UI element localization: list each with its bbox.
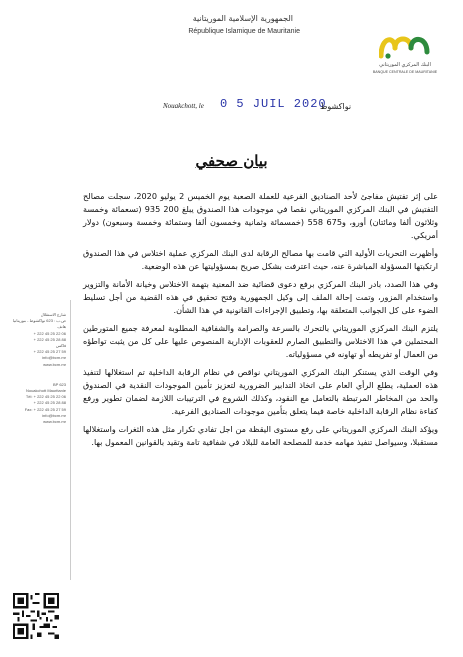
contact-line: Fax: + 222 45 25 27 59 bbox=[24, 406, 66, 412]
sidebar-divider bbox=[70, 300, 71, 580]
contact-line: + 222 45 25 28 88 bbox=[33, 336, 66, 342]
contact-line: BP 623 bbox=[52, 381, 66, 387]
contact-line: + 222 45 25 28 88 bbox=[33, 400, 66, 406]
date-line bbox=[163, 96, 373, 116]
body-paragraph: يلتزم البنك المركزي الموريتاني بالتحرك بالسرعة والصرامة والشفافية المطلوبة لمعرفة جميع المتورطين المحتملين في هذا الاختلاس والتطبيق الصارم للعقوبات الإدارية المنصوص عليها على كل من يثبت تواطؤه من العمال أو تفريطه أو تهاونه في مسؤولياته. bbox=[83, 323, 438, 359]
contact-line: + 222 45 25 27 59 bbox=[33, 349, 66, 355]
contact-line: Tél: + 222 45 25 22 06 bbox=[25, 394, 66, 400]
date-place-arabic: نواكشوط bbox=[320, 102, 352, 111]
date-place-french: Nouakchott, le bbox=[163, 102, 204, 110]
contact-line: info@bcm.mr bbox=[42, 412, 66, 418]
contact-line: info@bcm.mr bbox=[42, 355, 66, 361]
contact-line: www.bcm.mr bbox=[43, 419, 66, 425]
logo-french-name: BANQUE CENTRALE DE MAURITANIE bbox=[372, 70, 438, 74]
body-paragraph: وأظهرت التحريات الأولية التي قامت بها مصالح الرقابة لدى البنك المركزي عملية اختلاس في هذا الصندوق ارتكبتها المسؤولة المباشرة عنه، حيث اعترفت بشكل صريح بمسؤوليتها عن هذه الوضعية. bbox=[83, 248, 438, 271]
logo-arabic-name: البنك المركزي الموريتاني bbox=[379, 62, 431, 68]
qr-code-icon bbox=[13, 593, 59, 639]
contact-line: شارع الاستقلال bbox=[40, 312, 66, 317]
bcm-logo-icon bbox=[379, 30, 431, 60]
body-paragraph: وفي الوقت الذي يستنكر البنك المركزي الموريتاني نواقص في نظام الرقابة الداخلية تم استغلالها لتنفيذ هذه العملية، يطلع الرأي العام على اتخاذ التدابير الضرورية لتعزيز تأمين الموجودات النقدية في الصندوق والحد من المخاطر المرتبطة بالتعامل مع النقود، وكذلك الشروع في الترتيبات اللازمة لضمان تطوير ورفع كفاءة نظام الرقابة الداخلية خاصة فيما يتعلق بتأمين موجودات الصناديق الفرعية. bbox=[83, 367, 438, 416]
header-republic-french: République Islamique de Mauritanie bbox=[188, 28, 300, 35]
body-paragraph: ويؤكد البنك المركزي الموريتاني على رفع مستوى اليقظة من اجل تفادي تكرار مثل هذه الثغرات واستغلالها مستقبلا، وسيواصل تنفيذ مهامه خدمة للمصلحة العامة للبلاد في شفافية تامة وتقيد بالقوانين المعمول بها. bbox=[83, 424, 438, 447]
press-release-body bbox=[83, 190, 438, 454]
date-stamp: 0 5 JUIL 2020 bbox=[220, 97, 327, 111]
contact-line: فاكس bbox=[55, 343, 66, 349]
contact-block-french bbox=[6, 382, 66, 425]
body-paragraph: وفي هذا الصدد، بادر البنك المركزي برفع دعوى قضائية ضد المعنية بتهمة الاختلاس وخيانة الأمانة والتزوير واستخدام المزور، وتمت إحالة الملف إلى وكيل الجمهورية وفتح تحقيق في هذه القضية من أجل تسليط الضوء على كل الجوانب المتعلقة بها، وتطبيق الإجراءات القانونية في هذا الشأن. bbox=[83, 279, 438, 315]
body-paragraph: على إثر تفتيش مفاجئ لأحد الصناديق الفرعية للعملة الصعبة يوم الخميس 2 يوليو 2020، سجلت مصالح التفتيش في البنك المركزي الموريتاني نقصا في موجودات هذا الصندوق يبلغ 200 935 (تسعمائة وخمسة وثلاثون ألفا ومائتان) أورو، و675 558 (خمسمائة وثمانية وخمسون ألفا وستمائة وخمسة وسبعون) دولار أمريكي. bbox=[83, 191, 439, 240]
contact-block-arabic bbox=[6, 312, 66, 368]
contact-line: + 222 45 25 22 06 bbox=[33, 330, 66, 336]
page-title: بيان صحفي bbox=[195, 152, 268, 170]
contact-line: Nouakchott Mauritanie bbox=[25, 388, 66, 394]
contact-line: ص.ب : 623 نواكشوط - موريتانيا bbox=[12, 318, 66, 324]
contact-line: www.bcm.mr bbox=[43, 361, 66, 367]
contact-line: هاتف bbox=[57, 324, 66, 330]
header-republic-arabic: الجمهورية الإسلامية الموريتانية bbox=[192, 14, 293, 23]
